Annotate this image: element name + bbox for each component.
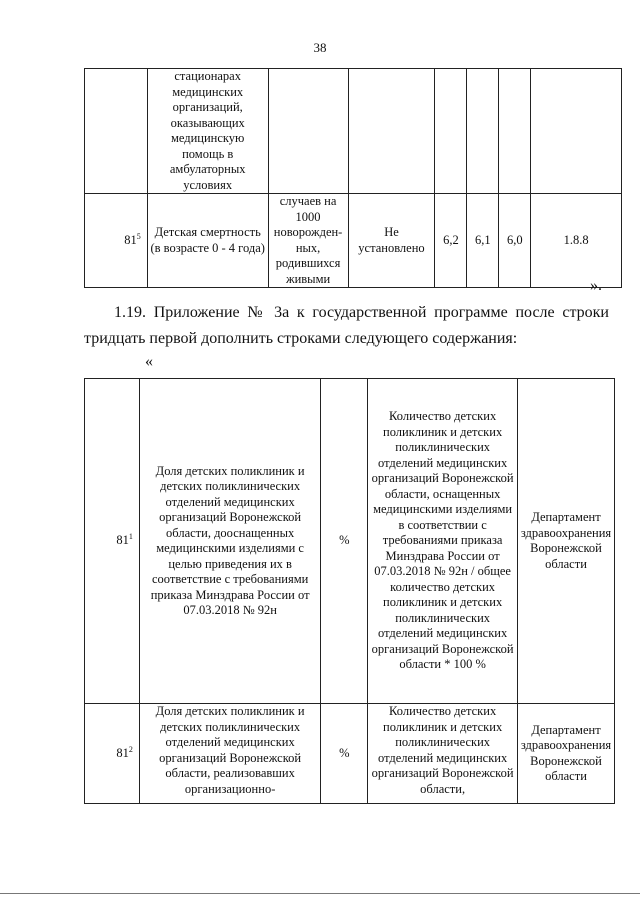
- cell-ref: 1.8.8: [531, 194, 622, 288]
- cell-v1: 6,2: [435, 194, 467, 288]
- closing-quote: ».: [590, 277, 602, 294]
- page-edge-line: [0, 893, 640, 894]
- paragraph: 1.19. Приложение № 3а к государственной программе после строки тридцать первой дополнить строками следующего содержания:: [84, 304, 609, 347]
- cell-source: Департамент здравоохранения Воронежской области: [517, 704, 614, 804]
- cell-v3: 6,0: [499, 194, 531, 288]
- cell-unit: %: [321, 379, 368, 704]
- opening-quote: «: [145, 353, 153, 370]
- cell-v1: [435, 69, 467, 194]
- cell-method: Не установлено: [348, 194, 435, 288]
- cell-v2: 6,1: [467, 194, 499, 288]
- cell-formula: Количество детских поликлиник и детских поликлинических отделений медицинских организаций Воронежской области,: [368, 704, 518, 804]
- cell-v2: [467, 69, 499, 194]
- cell-indicator: Детская смертность (в возрасте 0 - 4 года): [147, 194, 268, 288]
- cell-num: [85, 69, 148, 194]
- page-number: 38: [313, 40, 327, 55]
- table-continuation: [84, 68, 622, 288]
- cell-unit: [268, 69, 348, 194]
- cell-indicator: Доля детских поликлиник и детских поликлинических отделений медицинских организаций Воронежской области, реализовавших организационно-: [139, 704, 321, 804]
- table-addition: [84, 378, 615, 804]
- cell-indicator: стационарах медицинских организаций, оказывающих медицинскую помощь в амбулаторных условиях: [147, 69, 268, 194]
- cell-unit: %: [321, 704, 368, 804]
- cell-ref: [531, 69, 622, 194]
- table-row: [85, 194, 622, 288]
- cell-method: [348, 69, 435, 194]
- table-row: [85, 704, 615, 804]
- table-row: [85, 379, 615, 704]
- cell-unit: случаев на 1000 новорожден-ных, родившихся живыми: [268, 194, 348, 288]
- row-number: $81^1$: [85, 379, 140, 704]
- table-row: [85, 69, 622, 194]
- cell-formula: Количество детских поликлиник и детских поликлинических отделений медицинских организаций Воронежской области, оснащенных медицинскими изделиями в соответствии с требованиями приказа Минздрава России от 07.03.2018 № 92н / общее количество детских поликлиник и детских поликлинических отделений медицинских организаций Воронежской области * 100 %: [368, 379, 518, 704]
- row-number: $81^2$: [85, 704, 140, 804]
- cell-indicator: Доля детских поликлиник и детских поликлинических отделений медицинских организаций Воронежской области, дооснащенных медицинскими изделиями с целью приведения их в соответствие с требованиями приказа Минздрава России от 07.03.2018 № 92н: [139, 379, 321, 704]
- cell-v3: [499, 69, 531, 194]
- row-number: $81^5$: [85, 194, 148, 288]
- cell-source: Департамент здравоохранения Воронежской области: [517, 379, 614, 704]
